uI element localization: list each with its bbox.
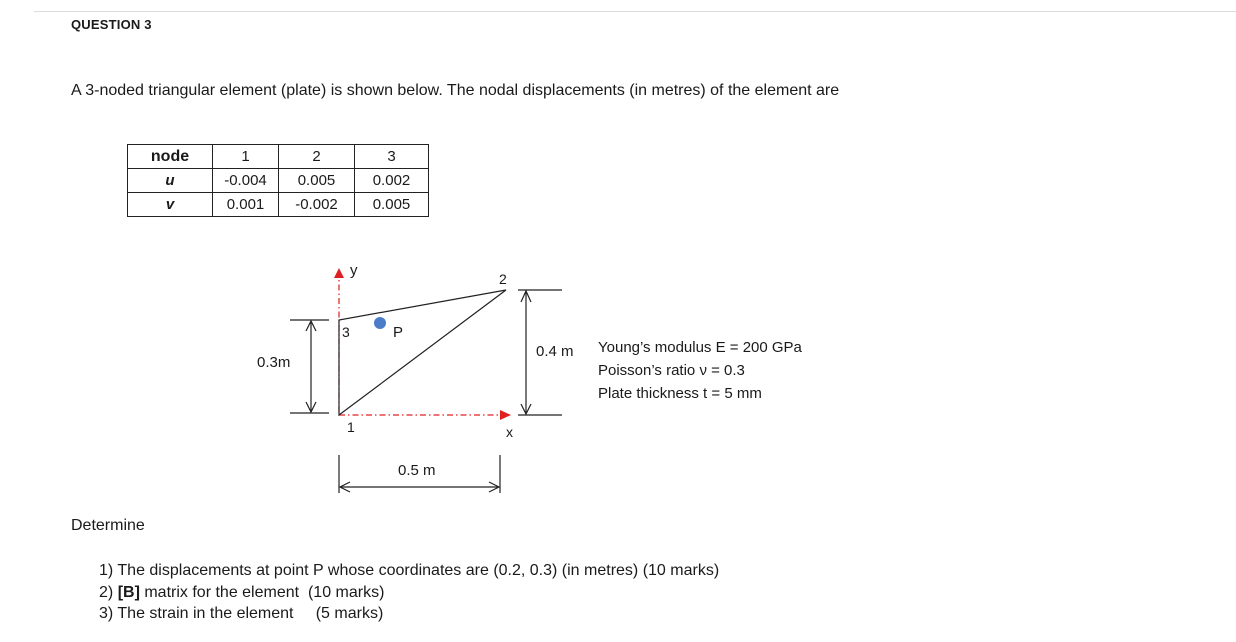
question-title: QUESTION 3: [71, 17, 152, 32]
table-cell: 0.001: [213, 193, 279, 217]
y-axis-arrow-icon: [334, 268, 344, 278]
x-axis-label: x: [506, 424, 513, 440]
point-p-label: P: [393, 324, 404, 341]
dim-left-label: 0.3m: [257, 354, 291, 371]
table-cell: 0.005: [279, 169, 355, 193]
plate-thickness: Plate thickness t = 5 mm: [598, 385, 762, 402]
node-1-label: 1: [347, 419, 355, 435]
table-header-node-3: 3: [355, 145, 429, 169]
table-header-node-1: 1: [213, 145, 279, 169]
point-p-marker: [374, 317, 386, 329]
youngs-modulus: Young’s modulus E = 200 GPa: [598, 339, 802, 356]
table-cell: -0.004: [213, 169, 279, 193]
node-2-label: 2: [499, 271, 507, 287]
task-list: [99, 560, 719, 625]
table-row-label: v: [128, 193, 213, 217]
list-item: 2) [B] matrix for the element (10 marks): [99, 583, 385, 601]
question-intro: A 3-noded triangular element (plate) is shown below. The nodal displacements (in metres) of the element are: [71, 82, 840, 99]
list-item: 1) The displacements at point P whose coordinates are (0.2, 0.3) (in metres) (10 marks): [99, 562, 720, 579]
y-axis-label: y: [350, 262, 358, 279]
dim-right-label: 0.4 m: [536, 343, 574, 360]
x-axis-arrow-icon: [500, 410, 511, 420]
triangle-element: [339, 290, 506, 415]
material-properties: [598, 336, 802, 405]
table-cell: -0.002: [279, 193, 355, 217]
table-cell: 0.002: [355, 169, 429, 193]
table-header-node-2: 2: [279, 145, 355, 169]
list-item: 3) The strain in the element (5 marks): [99, 605, 384, 622]
poisson-ratio: Poisson’s ratio ν = 0.3: [598, 362, 745, 379]
determine-heading: Determine: [71, 517, 145, 534]
table-row-label: u: [128, 169, 213, 193]
dim-bottom-label: 0.5 m: [398, 462, 436, 479]
table-cell: 0.005: [355, 193, 429, 217]
table-header-node: node: [128, 145, 213, 169]
node-3-label: 3: [342, 324, 350, 340]
